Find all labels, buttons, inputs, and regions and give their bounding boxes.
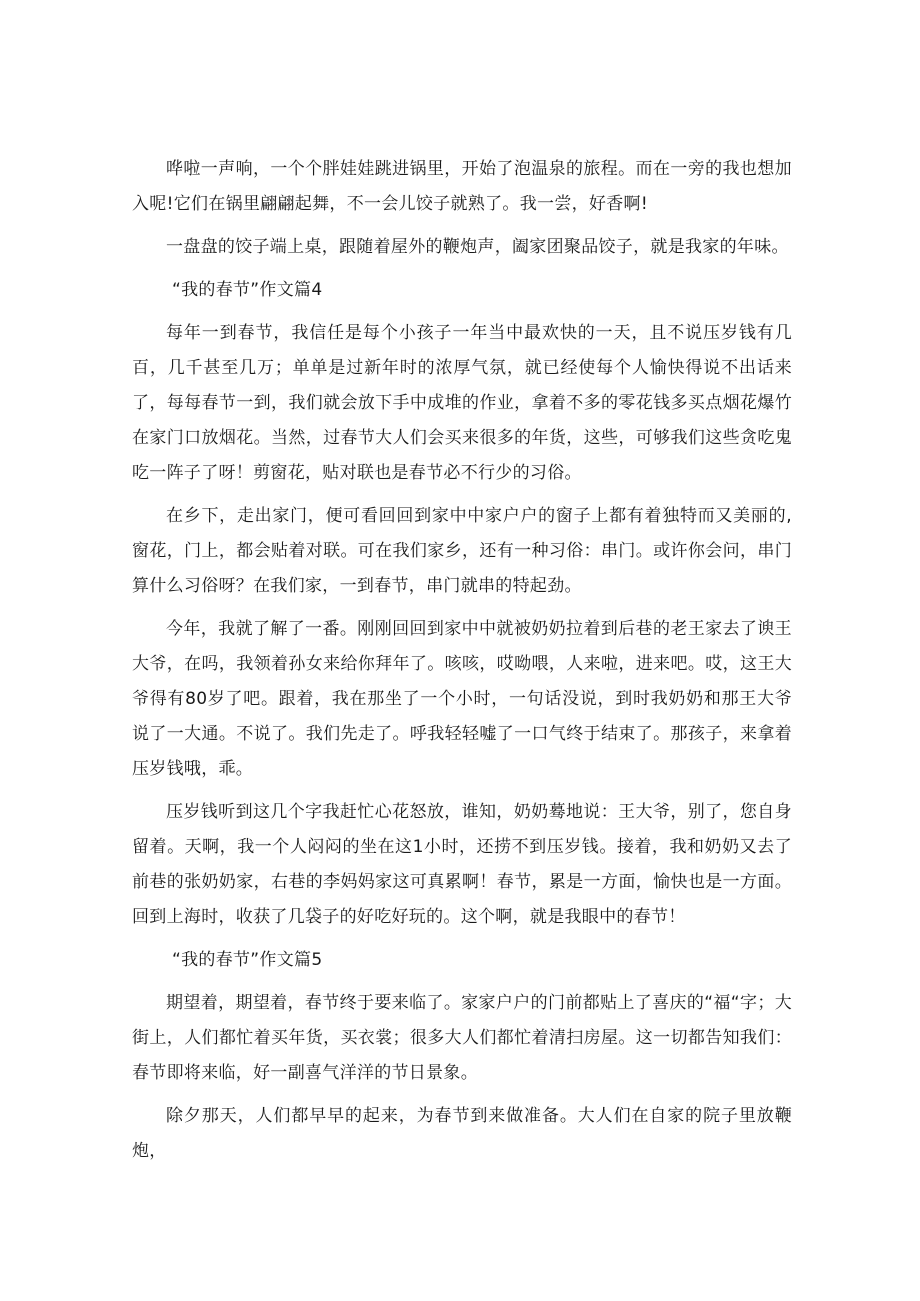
- paragraph: 在乡下，走出家门，便可看回回到家中中家户户的窗子上都有着独特而又美丽的,窗花，门上，都会贴着对联。可在我们家乡，还有一种习俗：串门。或许你会问，串门算什么习俗呀？在我们家，一到春节，串门就串的特起劲。: [132, 506, 792, 596]
- paragraph: 除夕那天，人们都早早的起来，为春节到来做准备。大人们在自家的院子里放鞭炮，: [132, 1106, 792, 1161]
- section-heading-4: “我的春节”作文篇4: [172, 280, 323, 300]
- paragraph: 今年，我就了解了一番。刚刚回回到家中中就被奶奶拉着到后巷的老王家去了谀王大爷，在吗，我领着孙女来给你拜年了。咳咳，哎呦喂，人来啦，进来吧。哎，这王大爷得有80岁了吧。跟着，我在那坐了一个小时，一句话没说，到时我奶奶和那王大爷说了一大通。不说了。我们先走了。呼我轻轻嘘了一口气终于结束了。那孩子，来拿着压岁钱哦，乖。: [132, 619, 792, 779]
- paragraph: 期望着，期望着，春节终于要来临了。家家户户的门前都贴上了喜庆的“福“字；大街上，人们都忙着买年货，买衣裳；很多大人们都忙着清扫房屋。这一切都告知我们：春节即将来临，好一副喜气洋洋的节日景象。: [132, 993, 792, 1083]
- paragraph: 每年一到春节，我信任是每个小孩子一年当中最欢快的一天，且不说压岁钱有几百，几千甚至几万；单单是过新年时的浓厚气氛，就已经使每个人愉快得说不出话来了，每每春节一到，我们就会放下手中成堆的作业，拿着不多的零花钱多买点烟花爆竹在家门口放烟花。当然，过春节大人们会买来很多的年货，这些，可够我们这些贪吃鬼吃一阵子了呀！剪窗花，贴对联也是春节必不行少的习俗。: [132, 323, 792, 483]
- document-body: [132, 152, 792, 1173]
- paragraph: 哗啦一声响，一个个胖娃娃跳进锅里，开始了泡温泉的旅程。而在一旁的我也想加入呢!它们在锅里翩翩起舞，不一会儿饺子就熟了。我一尝，好香啊!: [132, 159, 792, 214]
- paragraph: 压岁钱听到这几个字我赶忙心花怒放，谁知，奶奶蓦地说：王大爷，别了，您自身留着。天啊，我一个人闷闷的坐在这1小时，还捞不到压岁钱。接着，我和奶奶又去了前巷的张奶奶家，右巷的李妈妈家这可真累啊！春节，累是一方面，愉快也是一方面。回到上海时，收获了几袋子的好吃好玩的。这个啊，就是我眼中的春节！: [132, 802, 792, 927]
- section-heading-5: “我的春节”作文篇5: [172, 950, 323, 970]
- paragraph: 一盘盘的饺子端上桌，跟随着屋外的鞭炮声，阖家团聚品饺子，就是我家的年味。: [166, 237, 789, 257]
